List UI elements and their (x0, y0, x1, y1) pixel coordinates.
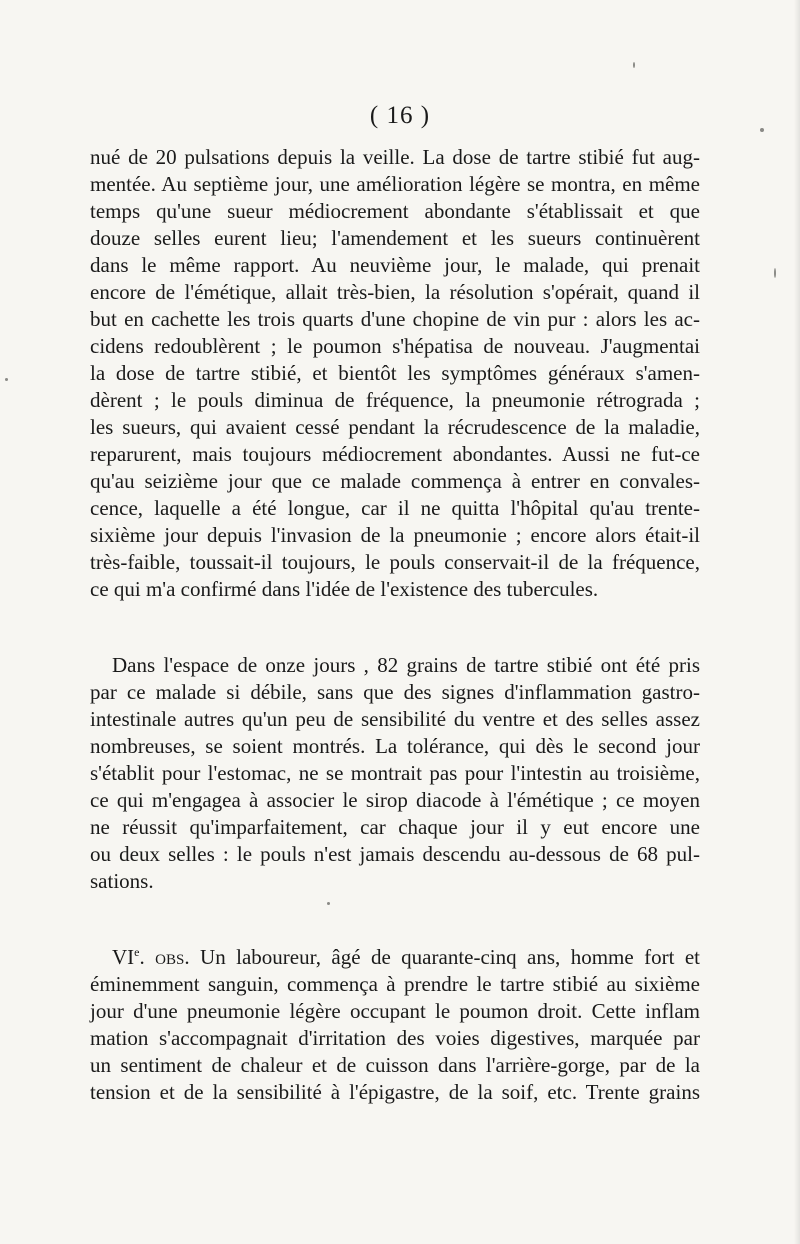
text-line: intestinale autres qu'un peu de sensibilité du ventre et des selles assez (90, 707, 700, 731)
page-number: ( 16 ) (369, 102, 431, 129)
paragraph-continuation (90, 144, 700, 603)
text-line: jour d'une pneumonie légère occupant le poumon droit. Cette inflam (90, 999, 700, 1023)
text-line: mentée. Au septième jour, une amélioration légère se montra, en même (90, 172, 700, 196)
text-line: un sentiment de chaleur et de cuisson dans l'arrière-gorge, par de la (90, 1053, 700, 1077)
text-line: par ce malade si débile, sans que des signes d'inflammation gastro- (90, 680, 700, 704)
text-line: reparurent, mais toujours médiocrement abondantes. Aussi ne fut-ce (90, 442, 700, 466)
text-line: Dans l'espace de onze jours , 82 grains de tartre stibié ont été pris (112, 653, 700, 677)
observation-first-line-text: Un laboureur, âgé de quarante-cinq ans, homme fort et (189, 945, 700, 969)
paper-speck (5, 378, 8, 381)
text-line: très-faible, toussait-il toujours, le pouls conservait-il de la fréquence, (90, 550, 700, 574)
page-edge-shadow (794, 0, 800, 1244)
paper-speck (327, 902, 330, 905)
text-line: cidens redoublèrent ; le poumon s'hépatisa de nouveau. J'augmentai (90, 334, 700, 358)
text-line: éminemment sanguin, commença à prendre le tartre stibié au sixième (90, 972, 700, 996)
text-line: mation s'accompagnait d'irritation des voies digestives, marquée par (90, 1026, 700, 1050)
paragraph-observation (90, 944, 700, 1106)
text-line: sixième jour depuis l'invasion de la pneumonie ; encore alors était-il (90, 523, 700, 547)
observation-label: . obs. (139, 945, 190, 969)
text-line: ce qui m'engagea à associer le sirop diacode à l'émétique ; ce moyen (90, 788, 700, 812)
observation-number: VI (112, 945, 135, 969)
text-line: nombreuses, se soient montrés. La tolérance, qui dès le second jour (90, 734, 700, 758)
text-line: qu'au seizième jour que ce malade commença à entrer en convales- (90, 469, 700, 493)
text-line: ne réussit qu'imparfaitement, car chaque jour il y eut encore une (90, 815, 700, 839)
paragraph-summary (90, 652, 700, 895)
text-line: temps qu'une sueur médiocrement abondante s'établissait et que (90, 199, 700, 223)
paper-speck (774, 268, 776, 278)
text-line: nué de 20 pulsations depuis la veille. La dose de tartre stibié fut aug- (90, 145, 700, 169)
text-line: s'établit pour l'estomac, ne se montrait pas pour l'intestin au troisième, (90, 761, 700, 785)
text-line: but en cachette les trois quarts d'une chopine de vin pur : alors les ac- (90, 307, 700, 331)
text-line: dans le même rapport. Au neuvième jour, le malade, qui prenait (90, 253, 700, 277)
observation-first-line (90, 944, 700, 971)
text-line: tension et de la sensibilité à l'épigastre, de la soif, etc. Trente grains (90, 1080, 700, 1104)
text-line: les sueurs, qui avaient cessé pendant la récrudescence de la maladie, (90, 415, 700, 439)
text-line: la dose de tartre stibié, et bientôt les symptômes généraux s'amen- (90, 361, 700, 385)
text-line: encore de l'émétique, allait très-bien, la résolution s'opérait, quand il (90, 280, 700, 304)
observation-superscript: e (134, 945, 140, 959)
paper-speck (760, 128, 764, 132)
text-line: cence, laquelle a été longue, car il ne quitta l'hôpital qu'au trente- (90, 496, 700, 520)
text-line: ce qui m'a confirmé dans l'idée de l'existence des tubercules. (90, 577, 599, 601)
text-line: dèrent ; le pouls diminua de fréquence, la pneumonie rétrograda ; (90, 388, 700, 412)
text-line: sations. (90, 869, 154, 893)
text-line: douze selles eurent lieu; l'amendement et les sueurs continuèrent (90, 226, 700, 250)
text-line: ou deux selles : le pouls n'est jamais descendu au-dessous de 68 pul- (90, 842, 700, 866)
paper-speck (633, 62, 635, 68)
